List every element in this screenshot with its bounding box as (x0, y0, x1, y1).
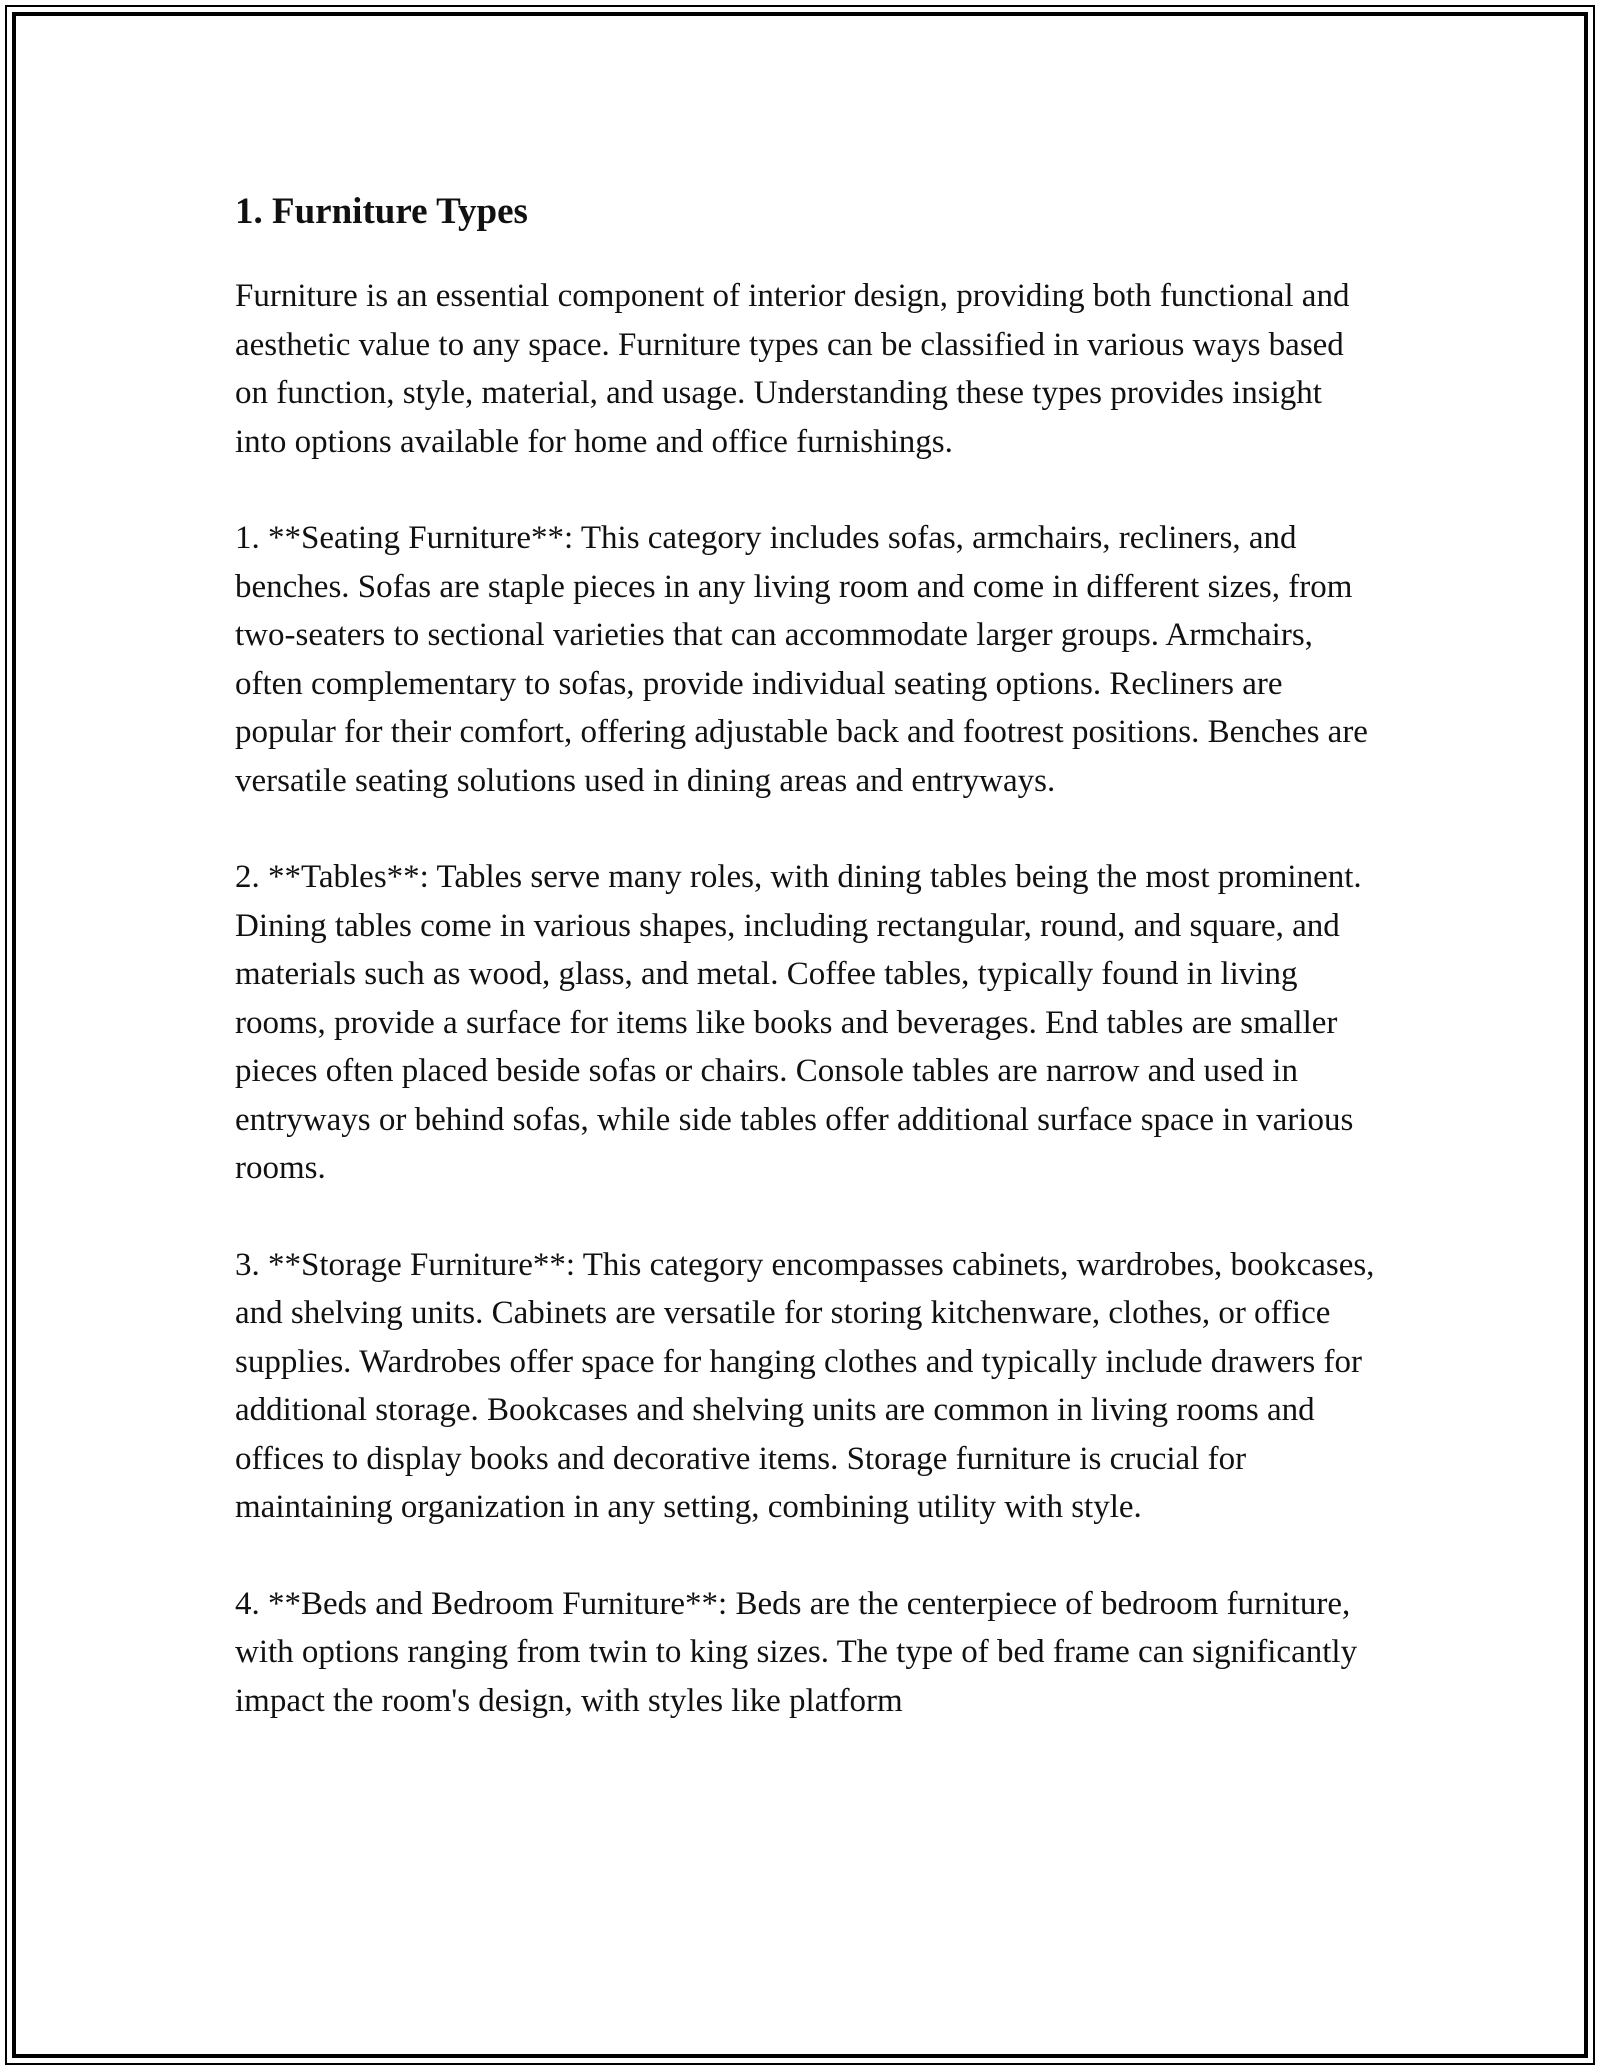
tables-paragraph: 2. **Tables**: Tables serve many roles, with dining tables being the most prominent. Dining tables come in various shapes, including rectangular, round, and square, and materials such as wood, glass, and metal. Coffee tables, typically found in living rooms, provide a surface for items like books and beverages. End tables are smaller pieces often placed beside sofas or chairs. Console tables are narrow and used in entryways or behind sofas, while side tables offer additional surface space in various rooms. (235, 859, 1362, 1186)
beds-bedroom-furniture-paragraph: 4. **Beds and Bedroom Furniture**: Beds are the centerpiece of bedroom furniture, with options ranging from twin to king sizes. The type of bed frame can significantly impact the room's design, with styles like platform (235, 1585, 1358, 1719)
storage-furniture-paragraph: 3. **Storage Furniture**: This category encompasses cabinets, wardrobes, bookcases, and shelving units. Cabinets are versatile for storing kitchenware, clothes, or office supplies. Wardrobes offer space for hanging clothes and typically include drawers for additional storage. Bookcases and shelving units are common in living rooms and offices to display books and decorative items. Storage furniture is crucial for maintaining organization in any setting, combining utility with style. (235, 1246, 1375, 1525)
intro-paragraph: Furniture is an essential component of interior design, providing both functional and aesthetic value to any space. Furniture types can be classified in various ways based on function, style, material, and usage. Understanding these types provides insight into options available for home and office furnishings. (235, 278, 1350, 460)
document-body (235, 186, 1375, 1773)
section-heading: 1. Furniture Types (235, 191, 528, 232)
seating-furniture-paragraph: 1. **Seating Furniture**: This category includes sofas, armchairs, recliners, and benches. Sofas are staple pieces in any living room and come in different sizes, from two-seaters to sectional varieties that can accommodate larger groups. Armchairs, often complementary to sofas, provide individual seating options. Recliners are popular for their comfort, offering adjustable back and footrest positions. Benches are versatile seating solutions used in dining areas and entryways. (235, 520, 1368, 799)
